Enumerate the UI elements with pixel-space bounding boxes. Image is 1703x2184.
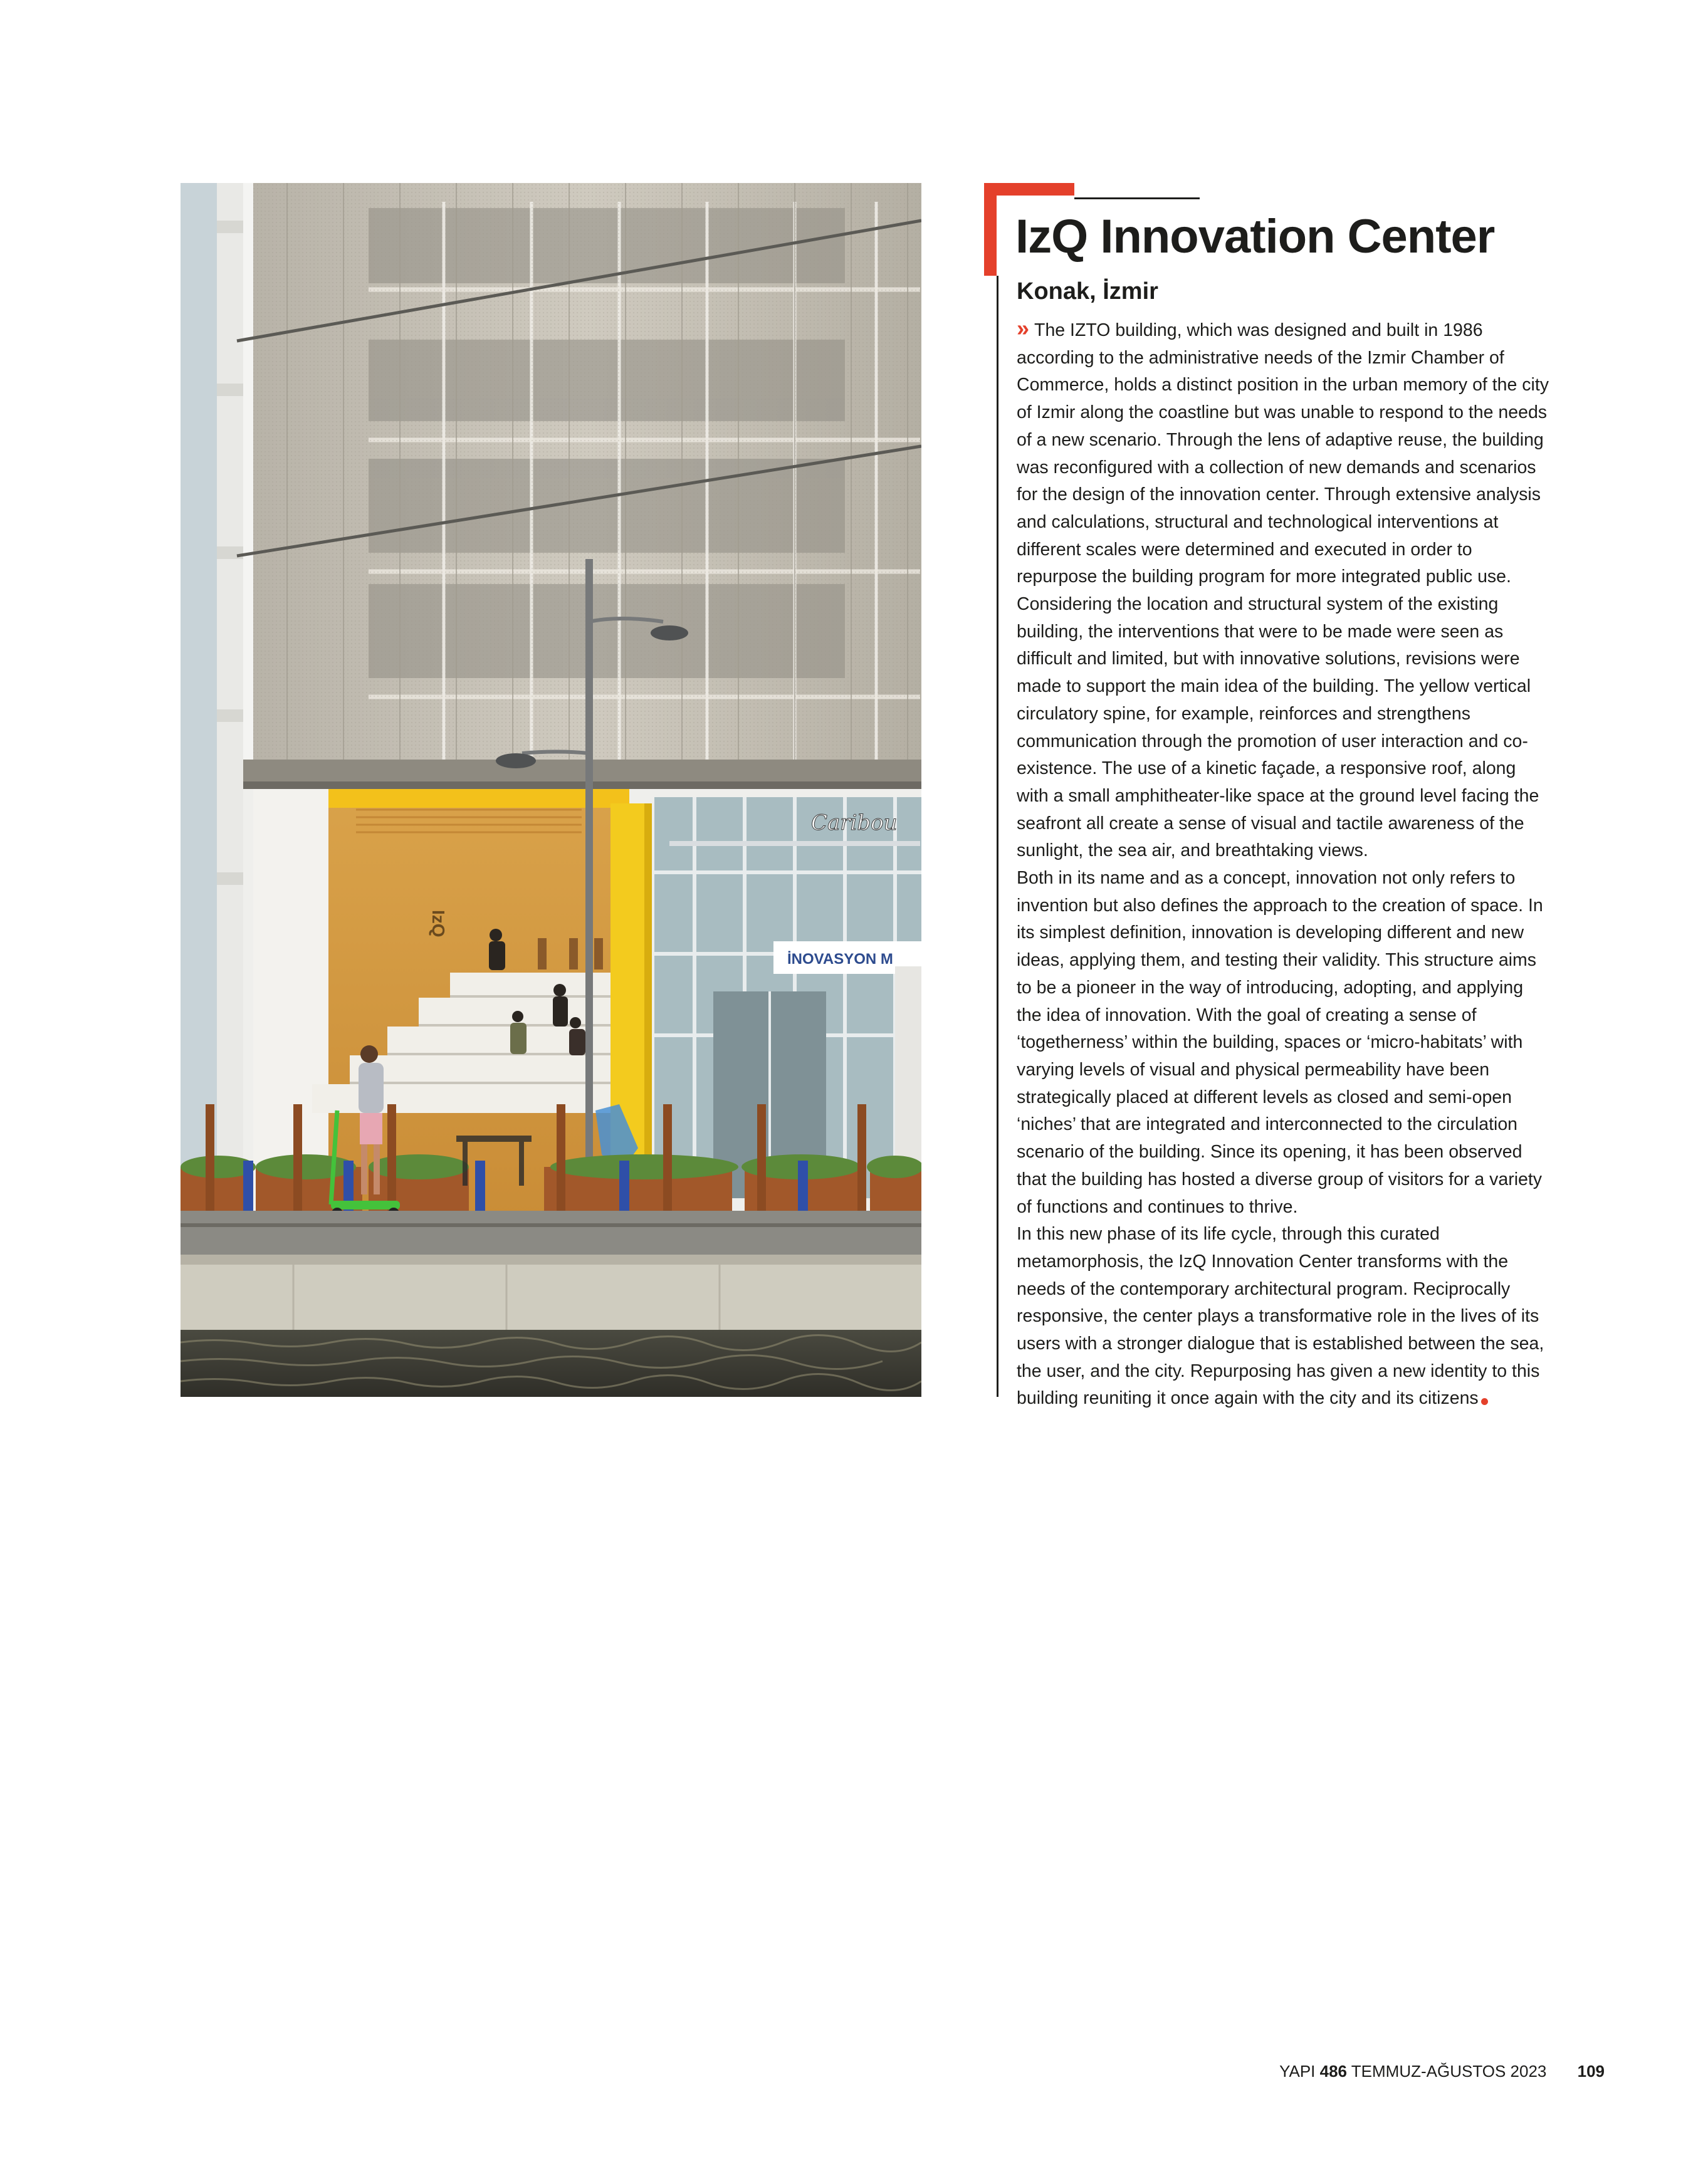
article-body <box>1017 315 1549 1413</box>
paragraph-3: Both in its name and as a concept, innovation not only refers to invention but also defines the approach to the creation of space. In its simplest definition, innovation is developing different and new ideas, applying them, and testing their validity. This structure aims to be a pioneer in the way of introducing, adopting, and applying the idea of innovation. With the goal of creating a sense of ‘togetherness’ within the building, spaces or ‘micro-habitats’ with varying levels of visual and physical permeability have been strategically placed at different levels as closed and semi-open ‘niches’ that are integrated and interconnected to the circulation scenario of the building. Since its opening, it has been observed that the building has hosted a diverse group of visitors for a variety of functions and continues to thrive. <box>1017 868 1543 1217</box>
issue-number: 486 <box>1319 2062 1348 2081</box>
chevron-marker-icon: » <box>1017 315 1026 341</box>
column-rule <box>997 276 998 1397</box>
paragraph-4 <box>1017 1221 1549 1413</box>
paragraph-4-text: In this new phase of its life cycle, through this curated metamorphosis, the IzQ Innovation Center transforms with the needs of the contemporary architectural program. Reciprocally responsive, the center plays a transformative role in the lives of its users with a stronger dialogue that is established between the sea, the user, and the city. Repurposing has given a new identity to this building reuniting it once again with the city and its citizens <box>1017 1224 1544 1409</box>
paragraph-2: Considering the location and structural system of the existing building, the interventions that were to be made were seen as difficult and limited, but with innovative solutions, revisions were made to support the main idea of the building. The yellow vertical circulatory spine, for example, reinforces and strengthens communication through the promotion of user interaction and co-existence. The use of a kinetic façade, a responsive roof, along with a small amphitheater-like space at the ground level facing the seafront all create a sense of visual and tactile awareness of the sunlight, the sea air, and breathtaking views. <box>1017 594 1539 861</box>
building-photo <box>181 183 921 1397</box>
header-rule <box>1074 197 1200 199</box>
inovasyon-sign: İNOVASYON M <box>787 951 893 968</box>
caribou-sign: Caribou <box>811 810 898 835</box>
paragraph-1-text: The IZTO building, which was designed and built in 1986 according to the administrative needs of the Izmir Chamber of Commerce, holds a distinct position in the urban memory of the city of Izmir along the coastline but was unable to respond to the needs of a new scenario. Through the lens of adaptive reuse, the building was reconfigured with a collection of new demands and scenarios for the design of the innovation center. Through extensive analysis and calculations, structural and technological interventions at different scales were determined and executed in order to repurpose the building program for more integrated public use. <box>1017 320 1549 587</box>
page-number: 109 <box>1577 2062 1605 2081</box>
issue-date: TEMMUZ-AĞUSTOS 2023 <box>1351 2062 1547 2081</box>
article-title: IzQ Innovation Center <box>1015 210 1495 263</box>
paragraph-1 <box>1017 315 1549 591</box>
magazine-name: YAPI <box>1279 2062 1316 2081</box>
article-location: Konak, İzmir <box>1017 278 1158 305</box>
page-footer <box>1279 2063 1605 2079</box>
end-mark-icon <box>1481 1398 1488 1405</box>
izq-wall-logo: IzQ <box>429 910 448 938</box>
